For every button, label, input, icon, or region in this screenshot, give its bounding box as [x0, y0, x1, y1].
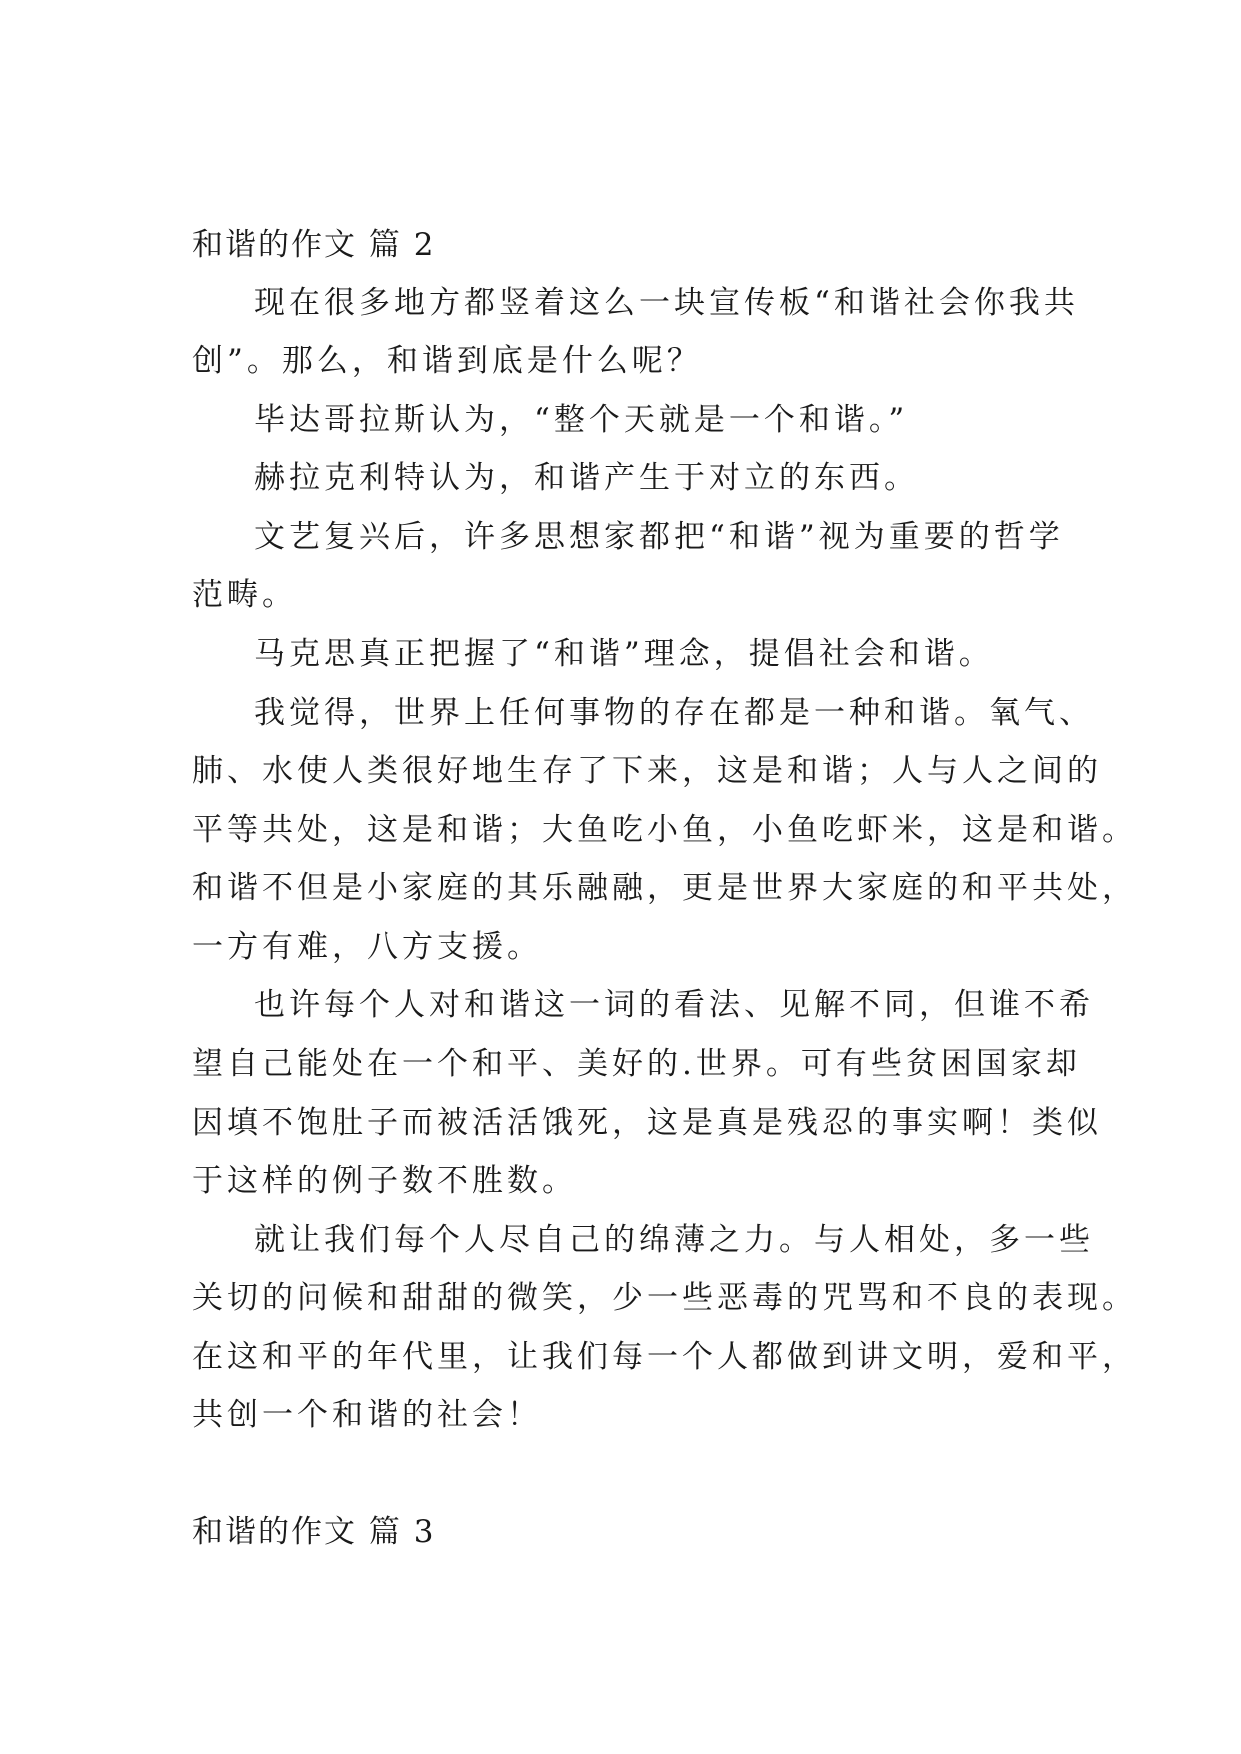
paragraph-8-line-3: 在这和平的年代里，让我们每一个人都做到讲文明，爱和平， — [192, 1339, 1137, 1375]
paragraph-6-line-1: 我觉得，世界上任何事物的存在都是一种和谐。氧气、 — [254, 695, 1094, 731]
paragraph-6-line-4: 和谐不但是小家庭的其乐融融，更是世界大家庭的和平共处， — [192, 870, 1137, 906]
paragraph-8-line-1: 就让我们每个人尽自己的绵薄之力。与人相处，多一些 — [254, 1222, 1094, 1258]
paragraph-4-line-1: 文艺复兴后，许多思想家都把“和谐”视为重要的哲学 — [254, 519, 1064, 555]
paragraph-3-line-1: 赫拉克利特认为，和谐产生于对立的东西。 — [254, 460, 919, 496]
paragraph-8-line-2: 关切的问候和甜甜的微笑，少一些恶毒的咒骂和不良的表现。 — [192, 1280, 1137, 1316]
section-heading-2: 和谐的作文 篇 2 — [192, 227, 436, 263]
paragraph-7-line-3: 因填不饱肚子而被活活饿死，这是真是残忍的事实啊！类似 — [192, 1105, 1102, 1141]
paragraph-7-line-2: 望自己能处在一个和平、美好的.世界。可有些贫困国家却 — [192, 1046, 1081, 1082]
paragraph-6-line-2: 肺、水使人类很好地生存了下来，这是和谐；人与人之间的 — [192, 753, 1102, 789]
paragraph-1-line-2: 创”。那么，和谐到底是什么呢？ — [192, 343, 702, 379]
paragraph-6-line-3: 平等共处，这是和谐；大鱼吃小鱼，小鱼吃虾米，这是和谐。 — [192, 812, 1137, 848]
paragraph-4-line-2: 范畴。 — [192, 577, 297, 613]
paragraph-7-line-4: 于这样的例子数不胜数。 — [192, 1163, 577, 1199]
section-heading-3: 和谐的作文 篇 3 — [192, 1514, 436, 1550]
paragraph-1-line-1: 现在很多地方都竖着这么一块宣传板“和谐社会你我共 — [254, 285, 1079, 321]
paragraph-8-line-4: 共创一个和谐的社会！ — [192, 1397, 542, 1433]
paragraph-2-line-1: 毕达哥拉斯认为，“整个天就是一个和谐。” — [254, 402, 909, 438]
paragraph-5-line-1: 马克思真正把握了“和谐”理念，提倡社会和谐。 — [254, 636, 994, 672]
paragraph-7-line-1: 也许每个人对和谐这一词的看法、见解不同，但谁不希 — [254, 987, 1094, 1023]
paragraph-6-line-5: 一方有难，八方支援。 — [192, 929, 542, 965]
